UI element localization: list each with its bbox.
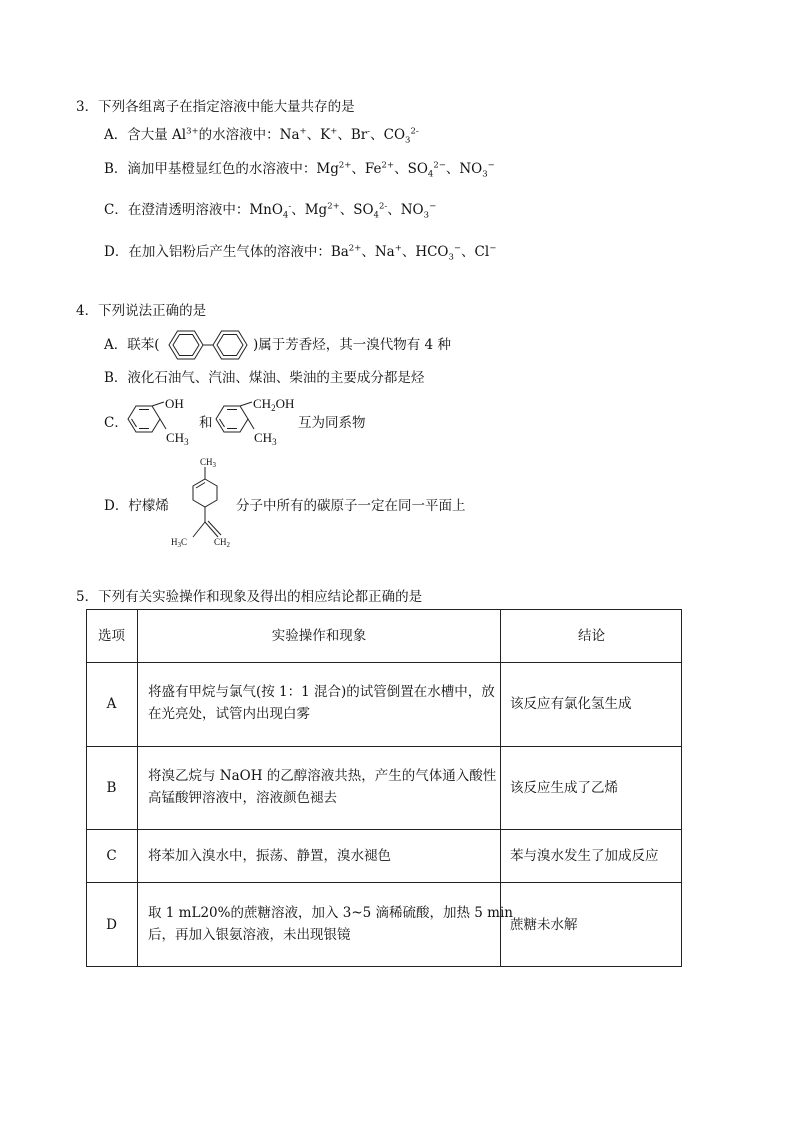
row-d-conclusion: 蔗糖未水解 [510, 917, 578, 933]
row-d-operation-line1: 取 1 mL20%的蔗糖溶液，加入 3~5 滴稀硫酸，加热 5 min [148, 905, 514, 921]
question-4-option-a-prefix: A．联苯( [104, 337, 160, 353]
header-option: 选项 [98, 628, 125, 644]
question-4-option-c-and: 和 [199, 415, 213, 431]
question-4-option-d-prefix: D．柠檬烯 [104, 498, 169, 514]
row-d-option: D [106, 917, 117, 933]
row-c-option: C [106, 848, 117, 864]
o-cresol-structure [124, 394, 198, 448]
svg-text:CH2: $CH_2$ [214, 537, 231, 549]
question-3-stem: 3．下列各组离子在指定溶液中能大量共存的是 [76, 99, 355, 115]
row-a-conclusion: 该反应有氯化氢生成 [510, 696, 632, 712]
biphenyl-structure [159, 327, 253, 363]
row-b-operation-line1: 将溴乙烷与 NaOH 的乙醇溶液共热，产生的气体通入酸性 [148, 768, 497, 784]
header-operation: 实验操作和现象 [271, 628, 367, 644]
svg-text:CH3: $CH_3$ [200, 457, 217, 469]
experiment-table [86, 609, 682, 967]
question-4-option-a-suffix: )属于芳香烃，其一溴代物有 4 种 [253, 337, 451, 353]
question-5-stem: 5．下列有关实验操作和现象及得出的相应结论都正确的是 [76, 589, 423, 605]
svg-text:CH3: $CH_3$ [254, 430, 277, 447]
row-c-operation: 将苯加入溴水中，振荡、静置，溴水褪色 [148, 848, 391, 864]
row-a-operation-line2: 在光亮处，试管内出现白雾 [148, 706, 310, 722]
svg-text:CH2OH: $CH_2OH$ [253, 396, 295, 413]
question-4-option-c-prefix: C． [104, 415, 128, 431]
question-3-option-a: A．含大量 $Al^{3+}$的水溶液中：Na+、K+、Br-、$CO_3^{2-}$ [104, 126, 419, 146]
svg-text:CH3: $CH_3$ [166, 430, 189, 447]
question-4-option-c-suffix: 互为同系物 [298, 415, 366, 431]
question-3-option-c: C．在澄清透明溶液中：MnO$_4$-、$Mg^{2+}$、$SO_4^{2-}$、$NO_3^-$ [104, 201, 437, 221]
row-b-operation-line2: 高锰酸钾溶液中，溶液颜色褪去 [148, 790, 337, 806]
question-3-option-d: D．在加入铝粉后产生气体的溶液中：$Ba^{2+}$、Na+、$HCO_3^-$、Cl− [104, 243, 497, 263]
svg-text:OH: OH [165, 396, 184, 411]
header-conclusion: 结论 [578, 628, 605, 644]
question-4-option-b: B．液化石油气、汽油、煤油、柴油的主要成分都是烃 [104, 370, 425, 386]
row-d-operation-line2: 后，再加入银氨溶液，未出现银镜 [148, 927, 351, 943]
row-b-conclusion: 该反应生成了乙烯 [510, 780, 618, 796]
row-a-option: A [106, 696, 117, 712]
question-4-stem: 4．下列说法正确的是 [76, 303, 207, 319]
svg-text:H3C: $H_3C$ [171, 537, 188, 549]
question-4-option-d-suffix: 分子中所有的碳原子一定在同一平面上 [236, 498, 466, 514]
row-c-conclusion: 苯与溴水发生了加成反应 [510, 848, 659, 864]
row-a-operation-line1: 将盛有甲烷与氯气(按 1：1 混合)的试管倒置在水槽中，放 [148, 684, 495, 700]
benzyl-alcohol-methyl-structure [212, 394, 298, 448]
limonene-structure [166, 455, 236, 551]
row-b-option: B [106, 780, 117, 796]
question-3-option-b: B．滴加甲基橙显红色的水溶液中：$Mg^{2+}$、$Fe^{2+}$、$SO_4^{2-}$、$NO_3^-$ [104, 160, 495, 180]
